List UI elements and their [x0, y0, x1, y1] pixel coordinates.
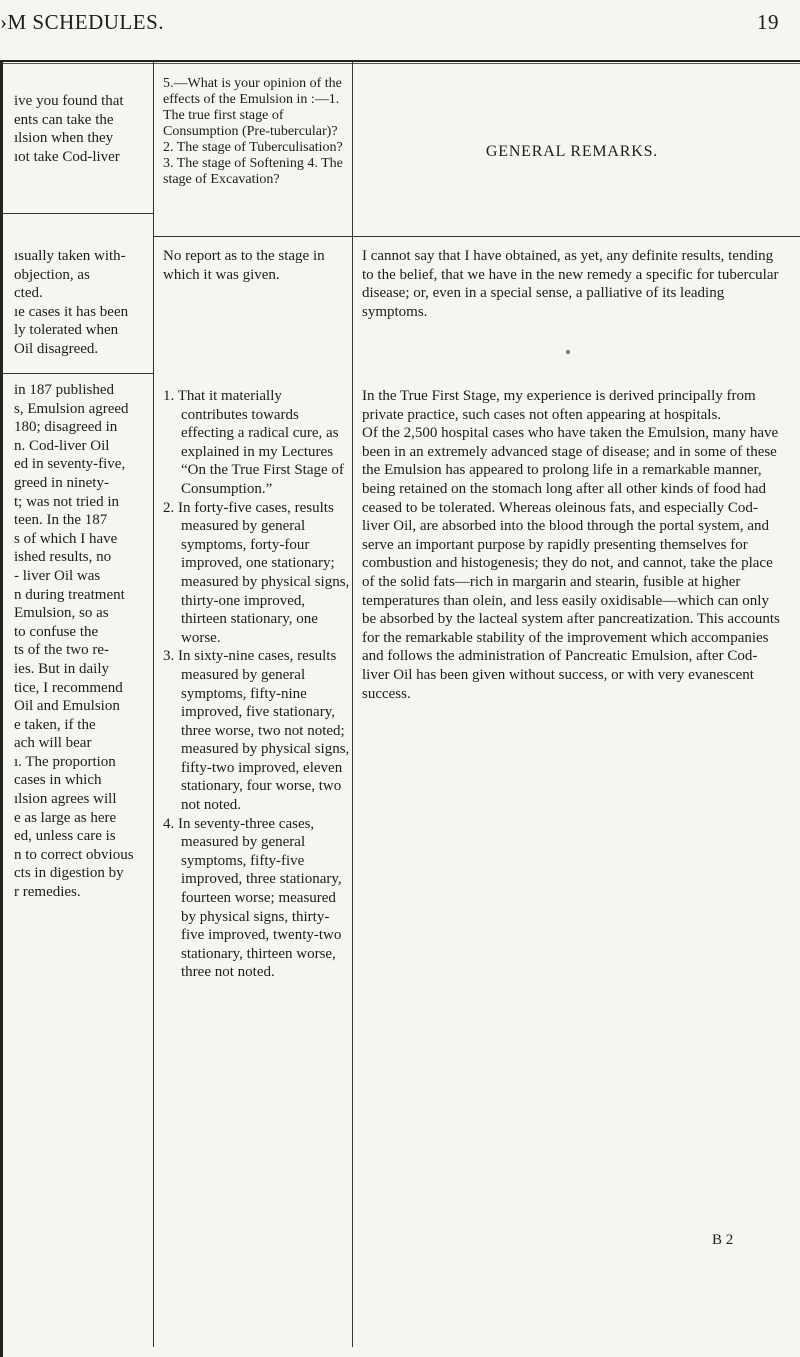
col1-line: 180; disagreed in: [14, 419, 118, 436]
col1-top: [14, 92, 144, 166]
page-header: [0, 0, 800, 48]
col1-line: in 187 published: [14, 382, 114, 398]
col1-line: cases in which: [14, 772, 102, 789]
row-rule-1a: [3, 213, 153, 214]
column-rule-1: [153, 62, 154, 1347]
col1-line: ished results, no: [14, 549, 112, 566]
col1-line: ı. The proportion: [14, 753, 116, 770]
col1-line: teen. In the 187: [14, 512, 108, 529]
col1-line: n to correct obvious: [14, 846, 134, 863]
col1-line: ive you found that: [14, 93, 124, 109]
col1-line: ies. But in daily: [14, 660, 109, 677]
col1-line: ed, unless care is: [14, 828, 116, 845]
stage-item: 3. In sixty-nine cases, results measured by general symptoms, fifty-nine improved, five stationary, three worse, two not noted; measured by physical signs, fifty-two improved, eleven stationary, four worse, two not noted.: [163, 648, 350, 814]
top-rule: [0, 60, 800, 62]
col1-line: Oil and Emulsion: [14, 698, 120, 715]
col1-line: ed in seventy-five,: [14, 456, 126, 473]
col1-lower: [14, 381, 144, 902]
stage-item: 4. In seventy-three cases, measured by general symptoms, fifty-five improved, three stationary, fourteen worse; measured by physical signs, thirty-five improved, twenty-two stationary, thirteen worse, three not noted.: [163, 815, 342, 981]
col1-line: Emulsion, so as: [14, 605, 109, 622]
signature-mark: B 2: [712, 1232, 734, 1248]
col1-line: n. Cod-liver Oil: [14, 437, 110, 454]
general-remarks-heading: GENERAL REMARKS.: [485, 143, 659, 160]
remark-1: [362, 247, 782, 321]
col1-line: t; was not tried in: [14, 493, 119, 510]
col1-line: tice, I recommend: [14, 679, 123, 696]
col1-line: ılsion agrees will: [14, 791, 117, 808]
stage-item: 1. That it materially contributes towards effecting a radical cure, as explained in my Lectures “On the True First Stage of Consumption.”: [163, 388, 344, 497]
running-title: ›M SCHEDULES.: [0, 10, 165, 34]
col1-line: n during treatment: [14, 586, 125, 603]
stage-list: [163, 387, 351, 982]
col1-line: greed in ninety-: [14, 474, 109, 491]
remark-paragraph: In the True First Stage, my experience is derived principally from private practice, such cases not often appearing at hospitals.: [362, 388, 756, 423]
col1-line: e as large as here: [14, 809, 117, 826]
page-edge: [0, 60, 3, 1357]
col1-line: ach will bear: [14, 735, 92, 752]
question-5: 5.—What is your opinion of the effects of the Emulsion in :—1. The true first stage of Consumption (Pre-tubercular)? 2. The stage of Tuberculisation? 3. The stage of Softening 4. The stage of Excavation?: [163, 76, 343, 187]
page-number: 19: [757, 10, 779, 34]
ink-speck: [566, 350, 570, 354]
column-rule-2: [352, 62, 353, 1347]
remark-paragraph: Of the 2,500 hospital cases who have taken the Emulsion, many have been in an extremely advanced stage of disease; and in some of these the Emulsion has appeared to prolong life in a remarkable manner, being retained on the stomach long after all other kinds of food had ceased to be tolerated. Whereas oleinous fats, and especially Cod-liver Oil, are absorbed into the blood through the portal system, and serve an important purpose by rapidly presenting themselves for combustion and histogenesis; they do not, and cannot, take the place of the solid fats—rich in margarin and stearin, fusible at higher temperatures than olein, and less easily oxidisable—which can only be absorbed by the lacteal system after pancreatization. This accounts for the remarkable stability of the improvement which accompanies and follows the administration of Pancreatic Emulsion, after Cod-liver Oil has been given without success, or with very evanescent success.: [362, 425, 780, 702]
col1-line: ly tolerated when: [14, 322, 119, 339]
col1-line: ıot take Cod-liver: [14, 148, 120, 165]
row-rule-1b: [153, 236, 800, 237]
top-rule-thin: [0, 63, 800, 64]
col1-line: objection, as: [14, 266, 90, 283]
col1-line: Oil disagreed.: [14, 340, 99, 357]
col1-line: ents can take the: [14, 111, 114, 128]
col1-line: cts in digestion by: [14, 865, 124, 882]
no-report-answer: No report as to the stage in which it was given.: [163, 248, 325, 283]
col1-middle: [14, 247, 144, 359]
row-rule-2: [3, 373, 153, 374]
stage-item: 2. In forty-five cases, results measured by general symptoms, forty-four improved, one stationary; measured by physical signs, thirty-one improved, thirteen stationary, one worse.: [163, 499, 350, 646]
col1-line: s of which I have: [14, 530, 118, 547]
col1-line: cted.: [14, 285, 43, 302]
stage-answers: [163, 387, 351, 982]
col1-line: ılsion when they: [14, 130, 114, 147]
remarks-2: [362, 387, 782, 703]
col1-line: ıe cases it has been: [14, 303, 129, 320]
col1-line: e taken, if the: [14, 716, 96, 733]
col1-line: ts of the two re-: [14, 642, 109, 659]
remark-paragraph: I cannot say that I have obtained, as yet, any definite results, tending to the belief, that we have in the new remedy a specific for tubercular disease; or, even in a special sense, a palliative of its leading symptoms.: [362, 248, 779, 320]
col1-line: ısually taken with-: [14, 248, 126, 264]
col1-line: s, Emulsion agreed: [14, 400, 129, 417]
col1-line: - liver Oil was: [14, 567, 101, 584]
col1-line: to confuse the: [14, 623, 99, 640]
col1-line: r remedies.: [14, 884, 81, 901]
